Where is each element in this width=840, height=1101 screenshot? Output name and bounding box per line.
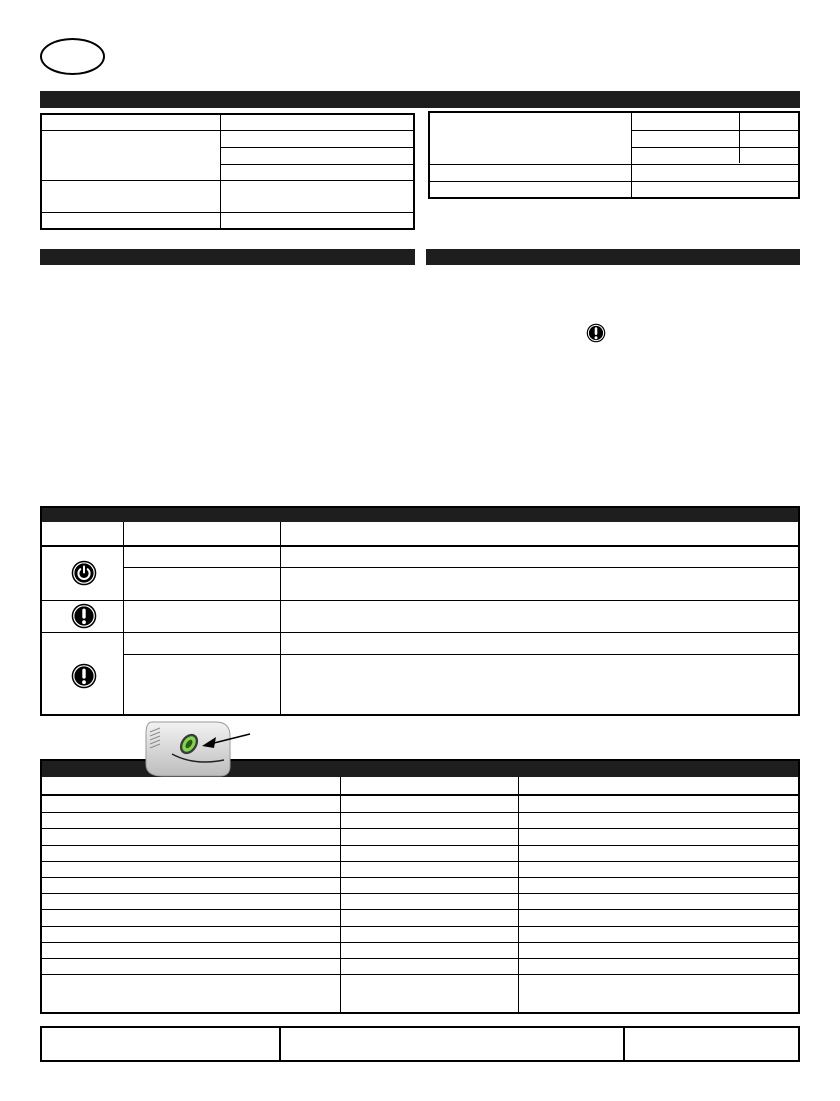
spec-table-row-divider <box>42 958 798 959</box>
spec-table-row-divider <box>42 974 798 975</box>
spec-table-row-divider <box>42 812 798 813</box>
spec-table <box>40 759 800 1014</box>
right-info-table <box>428 111 800 199</box>
spec-table-row-divider <box>42 942 798 943</box>
exclamation-alert-icon <box>71 663 97 689</box>
spec-table-row-divider <box>42 926 798 927</box>
right-section-header-bar <box>426 249 800 265</box>
left-info-table <box>40 113 415 230</box>
footer-box <box>40 1026 800 1062</box>
language-badge-oval <box>40 38 105 75</box>
device-led-illustration <box>132 716 292 778</box>
exclamation-alert-icon <box>586 323 606 343</box>
left-section-header-bar <box>40 249 415 265</box>
spec-table-row-divider <box>42 909 798 910</box>
exclamation-alert-icon <box>71 603 97 629</box>
top-header-bar <box>40 91 800 108</box>
spec-table-row-divider <box>42 845 798 846</box>
spec-table-row-divider <box>42 861 798 862</box>
led-status-table <box>40 506 800 716</box>
spec-table-row-divider <box>42 877 798 878</box>
spec-table-row-divider <box>42 828 798 829</box>
power-icon <box>71 560 97 586</box>
spec-table-row-divider <box>42 893 798 894</box>
